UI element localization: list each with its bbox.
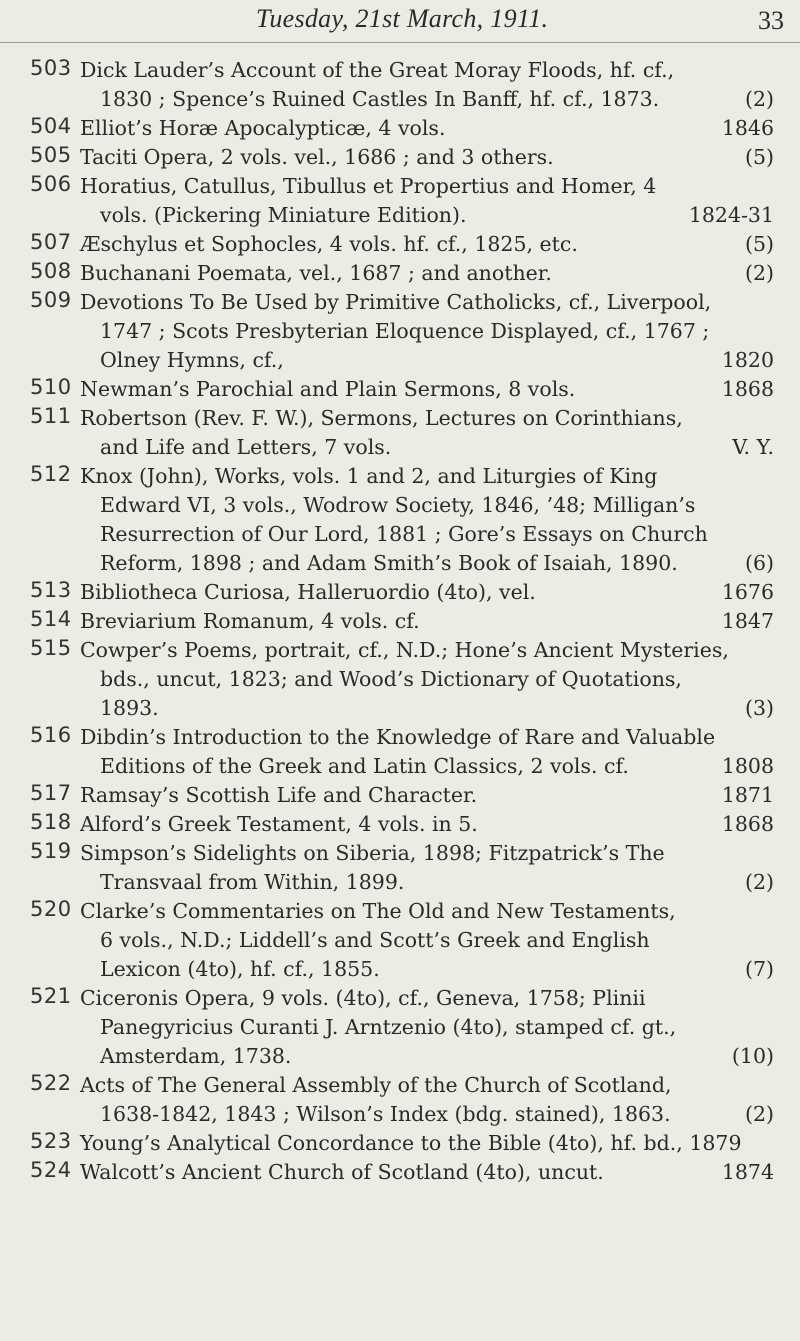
lot-line-text: Walcott’s Ancient Church of Scotland (4to), uncut. (80, 1160, 604, 1184)
lot-number: 515 (30, 636, 72, 660)
lot-line (80, 868, 790, 897)
lot-date-or-count: 1820 (721, 348, 774, 372)
lot-line-text: Simpson’s Sidelights on Siberia, 1898; Fitzpatrick’s The (80, 841, 665, 865)
lot-line (80, 723, 790, 752)
lot-entry (0, 723, 800, 781)
lot-date-or-count: 1868 (721, 812, 774, 836)
lot-line-text: Bibliotheca Curiosa, Halleruordio (4to), vel. (80, 580, 536, 604)
lot-entry (0, 288, 800, 375)
lot-line (80, 1013, 790, 1042)
lot-entry (0, 56, 800, 114)
page-title: Tuesday, 21st March, 1911. (256, 4, 549, 33)
lot-entry (0, 1129, 800, 1158)
lot-description (80, 56, 790, 114)
lot-date-or-count: 1871 (721, 783, 774, 807)
lot-number: 506 (30, 172, 72, 196)
lot-line (80, 462, 790, 491)
lot-description (80, 607, 790, 636)
lot-line (80, 520, 790, 549)
lot-entry (0, 143, 800, 172)
lot-date-or-count: 1874 (721, 1160, 774, 1184)
lot-description (80, 114, 790, 143)
lot-line (80, 839, 790, 868)
lot-line-text: Taciti Opera, 2 vols. vel., 1686 ; and 3 others. (80, 145, 554, 169)
lot-line-text: Knox (John), Works, vols. 1 and 2, and Liturgies of King (80, 464, 658, 488)
lot-line (80, 1042, 790, 1071)
lot-description (80, 839, 790, 897)
lot-line-text: Young’s Analytical Concordance to the Bible (4to), hf. bd., 1879 (80, 1131, 742, 1155)
lot-date-or-count: 1808 (721, 754, 774, 778)
lot-line (80, 143, 790, 172)
lot-entry (0, 1071, 800, 1129)
lot-date-or-count: (3) (744, 696, 774, 720)
lot-entry (0, 462, 800, 578)
lot-line-text: 1747 ; Scots Presbyterian Eloquence Displayed, cf., 1767 ; (100, 319, 710, 343)
lot-line-text: Ciceronis Opera, 9 vols. (4to), cf., Geneva, 1758; Plinii (80, 986, 646, 1010)
lot-description (80, 781, 790, 810)
lot-entry (0, 404, 800, 462)
lot-line-text: Dick Lauder’s Account of the Great Moray Floods, hf. cf., (80, 58, 675, 82)
lot-date-or-count: 1824-31 (688, 203, 774, 227)
lot-line (80, 317, 790, 346)
lot-date-or-count: (2) (744, 870, 774, 894)
lot-line-text: Lexicon (4to), hf. cf., 1855. (100, 957, 380, 981)
lot-line (80, 607, 790, 636)
lot-line (80, 288, 790, 317)
lot-line (80, 955, 790, 984)
lot-line-text: Panegyricius Curanti J. Arntzenio (4to), stamped cf. gt., (100, 1015, 677, 1039)
lot-line (80, 1100, 790, 1129)
lot-date-or-count: 1676 (721, 580, 774, 604)
lot-line (80, 230, 790, 259)
lot-description (80, 462, 790, 578)
lot-entry (0, 1158, 800, 1187)
lot-date-or-count: (10) (731, 1044, 774, 1068)
lot-description (80, 984, 790, 1071)
lot-line-text: and Life and Letters, 7 vols. (100, 435, 392, 459)
lot-entry (0, 114, 800, 143)
lot-line-text: Elliot’s Horæ Apocalypticæ, 4 vols. (80, 116, 446, 140)
lot-line (80, 549, 790, 578)
page-header (0, 2, 800, 43)
lot-line (80, 259, 790, 288)
lot-number: 518 (30, 810, 72, 834)
lot-number: 522 (30, 1071, 72, 1095)
lot-line (80, 1129, 790, 1158)
lot-date-or-count: (7) (744, 957, 774, 981)
lot-description (80, 1129, 790, 1158)
lot-number: 505 (30, 143, 72, 167)
lot-line-text: Ramsay’s Scottish Life and Character. (80, 783, 478, 807)
lot-number: 523 (30, 1129, 72, 1153)
lot-number: 503 (30, 56, 72, 80)
lot-line-text: Editions of the Greek and Latin Classics, 2 vols. cf. (100, 754, 629, 778)
lot-date-or-count: (6) (744, 551, 774, 575)
lot-line (80, 1071, 790, 1100)
lot-line (80, 752, 790, 781)
lot-line (80, 404, 790, 433)
lot-description (80, 404, 790, 462)
lot-description (80, 375, 790, 404)
lot-line-text: Dibdin’s Introduction to the Knowledge of Rare and Valuable (80, 725, 716, 749)
lot-number: 517 (30, 781, 72, 805)
lot-entry (0, 375, 800, 404)
lot-date-or-count: 1847 (721, 609, 774, 633)
lot-line (80, 346, 790, 375)
lot-number: 512 (30, 462, 72, 486)
lot-entry (0, 984, 800, 1071)
lot-entry (0, 578, 800, 607)
lot-line-text: Transvaal from Within, 1899. (100, 870, 405, 894)
lot-line-text: Robertson (Rev. F. W.), Sermons, Lectures on Corinthians, (80, 406, 683, 430)
lot-line (80, 201, 790, 230)
lot-date-or-count: (2) (744, 87, 774, 111)
lot-entry (0, 897, 800, 984)
lot-description (80, 723, 790, 781)
lot-list (0, 56, 800, 1187)
lot-date-or-count: (2) (744, 1102, 774, 1126)
lot-line (80, 926, 790, 955)
lot-line (80, 85, 790, 114)
lot-number: 510 (30, 375, 72, 399)
lot-date-or-count: (5) (744, 232, 774, 256)
lot-line-text: Resurrection of Our Lord, 1881 ; Gore’s Essays on Church (100, 522, 708, 546)
lot-line-text: bds., uncut, 1823; and Wood’s Dictionary of Quotations, (100, 667, 682, 691)
lot-number: 521 (30, 984, 72, 1008)
lot-number: 520 (30, 897, 72, 921)
lot-date-or-count: V. Y. (732, 435, 774, 459)
lot-line-text: Æschylus et Sophocles, 4 vols. hf. cf., 1825, etc. (80, 232, 578, 256)
lot-description (80, 143, 790, 172)
lot-line (80, 781, 790, 810)
lot-description (80, 810, 790, 839)
lot-line-text: Devotions To Be Used by Primitive Catholicks, cf., Liverpool, (80, 290, 712, 314)
lot-number: 508 (30, 259, 72, 283)
lot-date-or-count: (2) (744, 261, 774, 285)
lot-line (80, 375, 790, 404)
lot-line-text: Breviarium Romanum, 4 vols. cf. (80, 609, 420, 633)
lot-line-text: Olney Hymns, cf., (100, 348, 284, 372)
lot-line-text: Acts of The General Assembly of the Church of Scotland, (80, 1073, 672, 1097)
lot-description (80, 1071, 790, 1129)
lot-number: 509 (30, 288, 72, 312)
lot-line (80, 1158, 790, 1187)
lot-line (80, 578, 790, 607)
lot-entry (0, 607, 800, 636)
lot-line-text: Clarke’s Commentaries on The Old and New Testaments, (80, 899, 676, 923)
lot-entry (0, 259, 800, 288)
lot-number: 511 (30, 404, 72, 428)
lot-number: 513 (30, 578, 72, 602)
lot-description (80, 288, 790, 375)
lot-line (80, 172, 790, 201)
lot-description (80, 897, 790, 984)
lot-description (80, 259, 790, 288)
lot-line (80, 694, 790, 723)
lot-description (80, 1158, 790, 1187)
lot-number: 507 (30, 230, 72, 254)
lot-line (80, 56, 790, 85)
lot-line-text: Alford’s Greek Testament, 4 vols. in 5. (80, 812, 478, 836)
lot-line (80, 984, 790, 1013)
lot-line-text: 1830 ; Spence’s Ruined Castles In Banff, hf. cf., 1873. (100, 87, 660, 111)
lot-line (80, 433, 790, 462)
lot-description (80, 172, 790, 230)
page-number: 33 (758, 6, 784, 35)
lot-line-text: 1638-1842, 1843 ; Wilson’s Index (bdg. stained), 1863. (100, 1102, 671, 1126)
lot-entry (0, 172, 800, 230)
lot-date-or-count: (5) (744, 145, 774, 169)
lot-entry (0, 230, 800, 259)
lot-line (80, 810, 790, 839)
lot-line-text: vols. (Pickering Miniature Edition). (100, 203, 467, 227)
lot-description (80, 230, 790, 259)
lot-description (80, 636, 790, 723)
lot-line-text: Amsterdam, 1738. (100, 1044, 292, 1068)
lot-line-text: Cowper’s Poems, portrait, cf., N.D.; Hone’s Ancient Mysteries, (80, 638, 729, 662)
lot-entry (0, 781, 800, 810)
lot-line-text: Reform, 1898 ; and Adam Smith’s Book of Isaiah, 1890. (100, 551, 678, 575)
lot-description (80, 578, 790, 607)
lot-date-or-count: 1846 (721, 116, 774, 140)
lot-number: 524 (30, 1158, 72, 1182)
lot-line (80, 665, 790, 694)
lot-line-text: Buchanani Poemata, vel., 1687 ; and another. (80, 261, 552, 285)
lot-line-text: 1893. (100, 696, 159, 720)
lot-line (80, 114, 790, 143)
lot-line-text: 6 vols., N.D.; Liddell’s and Scott’s Greek and English (100, 928, 650, 952)
lot-entry (0, 839, 800, 897)
lot-line-text: Edward VI, 3 vols., Wodrow Society, 1846, ’48; Milligan’s (100, 493, 696, 517)
lot-entry (0, 636, 800, 723)
lot-number: 514 (30, 607, 72, 631)
lot-number: 516 (30, 723, 72, 747)
lot-date-or-count: 1868 (721, 377, 774, 401)
lot-line (80, 491, 790, 520)
lot-entry (0, 810, 800, 839)
lot-line-text: Horatius, Catullus, Tibullus et Propertius and Homer, 4 (80, 174, 657, 198)
lot-line (80, 897, 790, 926)
lot-number: 519 (30, 839, 72, 863)
lot-line (80, 636, 790, 665)
lot-line-text: Newman’s Parochial and Plain Sermons, 8 vols. (80, 377, 576, 401)
lot-number: 504 (30, 114, 72, 138)
